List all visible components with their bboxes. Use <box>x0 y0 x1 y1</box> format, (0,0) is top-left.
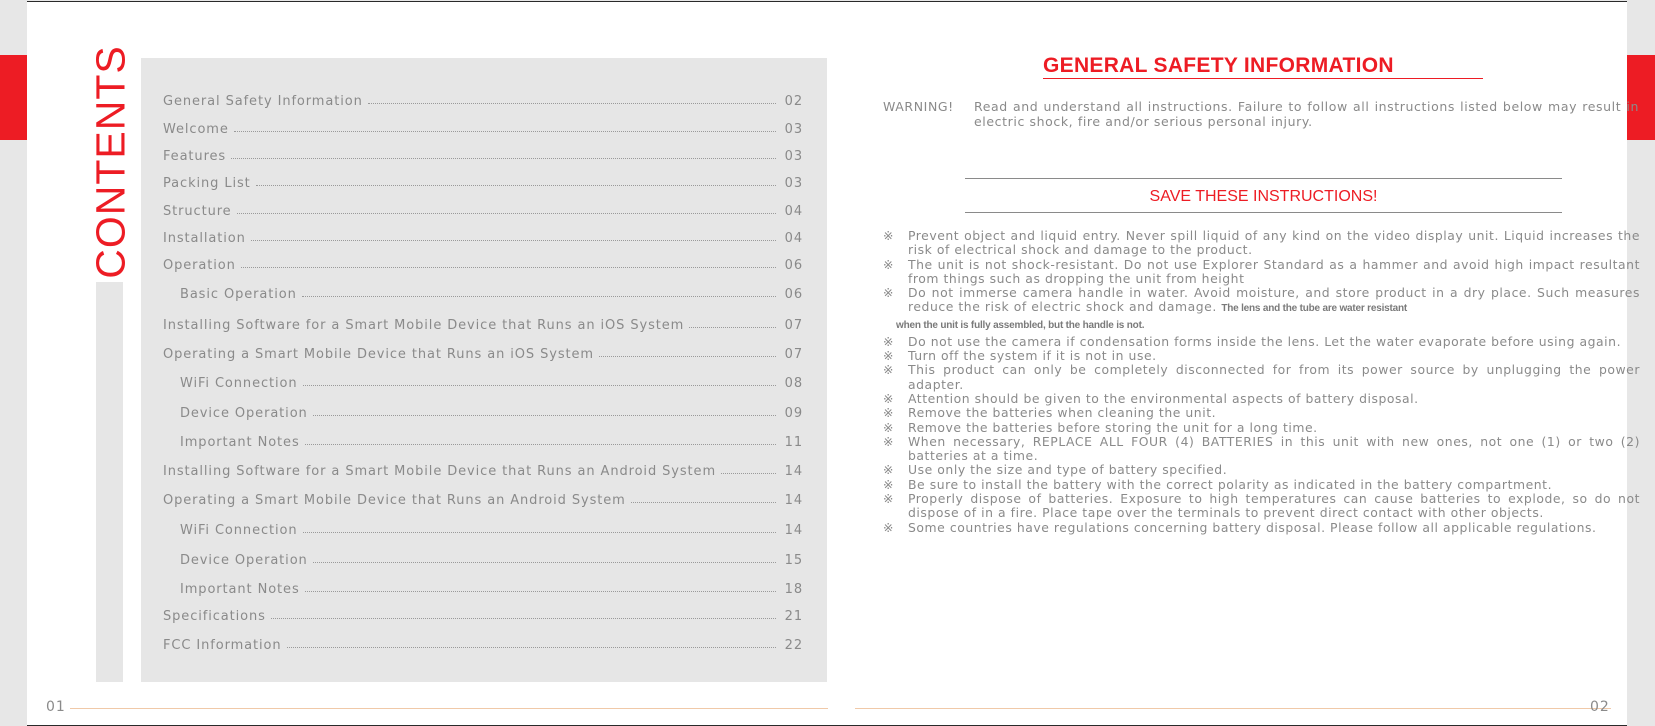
decorative-gray-bar <box>96 282 123 682</box>
page-number-right: 02 <box>1590 699 1610 715</box>
toc-entry <box>163 315 803 333</box>
reference-mark-icon: ※ <box>883 333 894 349</box>
safety-bullet <box>883 478 1640 492</box>
toc-entry <box>163 91 803 109</box>
toc-entry-page: 14 <box>784 493 803 508</box>
reference-mark-icon: ※ <box>883 519 894 535</box>
safety-bullet-text: Do not immerse camera handle in water. Avoid moisture, and store product in a dry place. Such measures reduce the risk of electric shock and damage. <box>908 285 1640 315</box>
toc-entry-page: 14 <box>784 523 803 538</box>
toc-entry-label: Installation <box>163 231 246 246</box>
toc-entry-label: Installing Software for a Smart Mobile Device that Runs an Android System <box>163 464 717 479</box>
reference-mark-icon: ※ <box>883 348 894 364</box>
toc-entry <box>163 119 803 137</box>
toc-entry-page: 07 <box>784 318 803 333</box>
safety-bullet <box>883 363 1640 392</box>
toc-entry-label: Device Operation <box>180 553 308 568</box>
toc-entry <box>163 255 803 273</box>
toc-entry-page: 18 <box>784 582 803 597</box>
title-underline <box>1043 78 1483 79</box>
toc-leader-dots <box>721 472 776 474</box>
toc-leader-dots <box>631 501 776 503</box>
safety-bullet <box>883 406 1640 420</box>
safety-bullet-text: Properly dispose of batteries. Exposure to high temperatures can cause batteries to explode, so do not dispose of in a fire. Place tape over the terminals to prevent direct contact with other objects. <box>908 491 1640 521</box>
toc-leader-dots <box>303 384 776 386</box>
page-number-left: 01 <box>46 699 66 715</box>
toc-leader-dots <box>313 561 776 563</box>
reference-mark-icon: ※ <box>883 228 894 243</box>
safety-title: GENERAL SAFETY INFORMATION <box>1043 54 1394 77</box>
toc-entry-label: Important Notes <box>180 582 300 597</box>
safety-bullet <box>883 258 1640 287</box>
toc-entry-page: 11 <box>784 435 803 450</box>
toc-entry-label: FCC Information <box>163 638 282 653</box>
footer-line-left <box>70 708 828 709</box>
toc-leader-dots <box>313 414 776 416</box>
toc-entry-label: General Safety Information <box>163 94 363 109</box>
safety-bullet-text: Remove the batteries before storing the unit for a long time. <box>908 419 1318 435</box>
safety-bullet-text: Be sure to install the battery with the correct polarity as indicated in the battery compartment. <box>908 476 1553 492</box>
toc-leader-dots <box>241 266 776 268</box>
toc-entry-page: 06 <box>784 287 803 302</box>
toc-entry <box>163 284 803 302</box>
toc-leader-dots <box>303 531 776 533</box>
warning-text: Read and understand all instructions. Failure to follow all instructions listed below may result in electric shock, fire and/or serious personal injury. <box>974 99 1639 129</box>
reference-mark-icon: ※ <box>883 256 894 272</box>
toc-entry-label: Operating a Smart Mobile Device that Runs an Android System <box>163 493 626 508</box>
reference-mark-icon: ※ <box>883 362 894 378</box>
toc-entry-page: 04 <box>784 204 803 219</box>
toc-entry <box>163 490 803 508</box>
toc-leader-dots <box>305 443 776 445</box>
toc-leader-dots <box>689 326 776 328</box>
water-resistance-note: The lens and the tube are water resistant <box>1221 303 1408 315</box>
toc-entry-page: 15 <box>784 553 803 568</box>
toc-leader-dots <box>271 617 776 619</box>
warning-paragraph <box>883 100 1639 129</box>
reference-mark-icon: ※ <box>883 390 894 406</box>
toc-entry <box>163 146 803 164</box>
toc-entry <box>163 606 803 624</box>
toc-entry-label: Important Notes <box>180 435 300 450</box>
reference-mark-icon: ※ <box>883 462 894 478</box>
toc-entry-label: Features <box>163 149 227 164</box>
toc-leader-dots <box>251 239 776 241</box>
toc-entry-page: 02 <box>784 94 803 109</box>
toc-leader-dots <box>302 295 776 297</box>
toc-entry-page: 03 <box>784 176 803 191</box>
toc-entry <box>163 635 803 653</box>
toc-entry-page: 22 <box>784 638 803 653</box>
safety-bullet <box>883 392 1640 406</box>
toc-entry-label: Operation <box>163 258 236 273</box>
warning-label: WARNING! <box>883 99 954 114</box>
manual-spread <box>27 1 1640 726</box>
safety-bullet <box>883 521 1640 535</box>
water-resistance-note-continued: when the unit is fully assembled, but the handle is not. <box>896 319 1145 331</box>
safety-bullet-text: Attention should be given to the environmental aspects of battery disposal. <box>908 390 1419 406</box>
safety-bullet-text: Do not use the camera if condensation forms inside the lens. Let the water evaporate before using again. <box>908 333 1622 349</box>
safety-bullet-text: When necessary, REPLACE ALL FOUR (4) BATTERIES in this unit with new ones, not one (1) or two (2) batteries at a time. <box>908 433 1640 464</box>
toc-entry <box>163 520 803 538</box>
toc-entry-label: Structure <box>163 204 232 219</box>
toc-entry-label: Installing Software for a Smart Mobile Device that Runs an iOS System <box>163 318 685 333</box>
safety-bullet-text: Remove the batteries when cleaning the unit. <box>908 405 1217 421</box>
toc-entry-page: 09 <box>784 406 803 421</box>
toc-entry-label: WiFi Connection <box>180 523 298 538</box>
toc-entry-page: 08 <box>784 376 803 391</box>
toc-entry <box>163 373 803 391</box>
toc-entry-page: 07 <box>784 347 803 362</box>
toc-entry <box>163 579 803 597</box>
safety-bullet-list <box>883 229 1640 535</box>
toc-leader-dots <box>231 157 776 159</box>
contents-heading-text: CONTENTS <box>87 45 134 279</box>
safety-bullet <box>883 349 1640 363</box>
safety-bullet-text: Some countries have regulations concerning battery disposal. Please follow all applicable regulations. <box>908 519 1597 535</box>
safety-bullet-text: Prevent object and liquid entry. Never spill liquid of any kind on the video display unit. Liquid increases the risk of electrical shock and damage to the product. <box>908 228 1640 258</box>
save-instructions: SAVE THESE INSTRUCTIONS! <box>1149 188 1378 205</box>
safety-bullet-text: The unit is not shock-resistant. Do not use Explorer Standard as a hammer and avoid high impact resultant from things such as dropping the unit from height <box>908 256 1640 286</box>
reference-mark-icon: ※ <box>883 476 894 492</box>
toc-leader-dots <box>599 355 776 357</box>
toc-leader-dots <box>234 130 776 132</box>
toc-entry-label: WiFi Connection <box>180 376 298 391</box>
reference-mark-icon: ※ <box>883 285 894 301</box>
toc-entry-page: 21 <box>784 609 803 624</box>
safety-bullet <box>883 335 1640 349</box>
toc-entry <box>163 432 803 450</box>
toc-entry <box>163 173 803 191</box>
safety-bullet <box>883 286 1640 335</box>
toc-entry-label: Packing List <box>163 176 251 191</box>
save-rule-bottom <box>965 212 1562 213</box>
toc-entry-label: Operating a Smart Mobile Device that Runs an iOS System <box>163 347 594 362</box>
reference-mark-icon: ※ <box>883 405 894 421</box>
toc-entry <box>163 344 803 362</box>
toc-leader-dots <box>305 590 776 592</box>
save-rule-top <box>965 178 1562 179</box>
toc-entry-label: Basic Operation <box>180 287 297 302</box>
toc-entry-page: 03 <box>784 149 803 164</box>
toc-leader-dots <box>237 212 776 214</box>
toc-leader-dots <box>368 102 776 104</box>
toc-entry <box>163 461 803 479</box>
toc-entry-page: 06 <box>784 258 803 273</box>
safety-bullet <box>883 435 1640 464</box>
safety-bullet <box>883 492 1640 521</box>
footer-line-right <box>855 708 1611 709</box>
toc-entry-label: Device Operation <box>180 406 308 421</box>
safety-bullet-text: Turn off the system if it is not in use. <box>908 348 1157 364</box>
safety-bullet <box>883 421 1640 435</box>
toc-leader-dots <box>256 184 776 186</box>
toc-entry-page: 14 <box>784 464 803 479</box>
toc-leader-dots <box>287 646 776 648</box>
reference-mark-icon: ※ <box>883 419 894 435</box>
toc-entry-label: Welcome <box>163 122 229 137</box>
toc-entry <box>163 201 803 219</box>
toc-entry <box>163 228 803 246</box>
safety-bullet <box>883 229 1640 258</box>
table-of-contents <box>141 58 827 682</box>
toc-entry-page: 04 <box>784 231 803 246</box>
reference-mark-icon: ※ <box>883 491 894 507</box>
safety-bullet <box>883 463 1640 477</box>
safety-bullet-text: This product can only be completely disconnected for from its power source by unplugging the power adapter. <box>908 362 1640 392</box>
left-red-tab <box>0 55 27 140</box>
safety-bullet-text: Use only the size and type of battery specified. <box>908 462 1228 478</box>
toc-entry-page: 03 <box>784 122 803 137</box>
reference-mark-icon: ※ <box>883 433 894 449</box>
toc-entry <box>163 403 803 421</box>
toc-entry <box>163 550 803 568</box>
toc-entry-label: Specifications <box>163 609 266 624</box>
